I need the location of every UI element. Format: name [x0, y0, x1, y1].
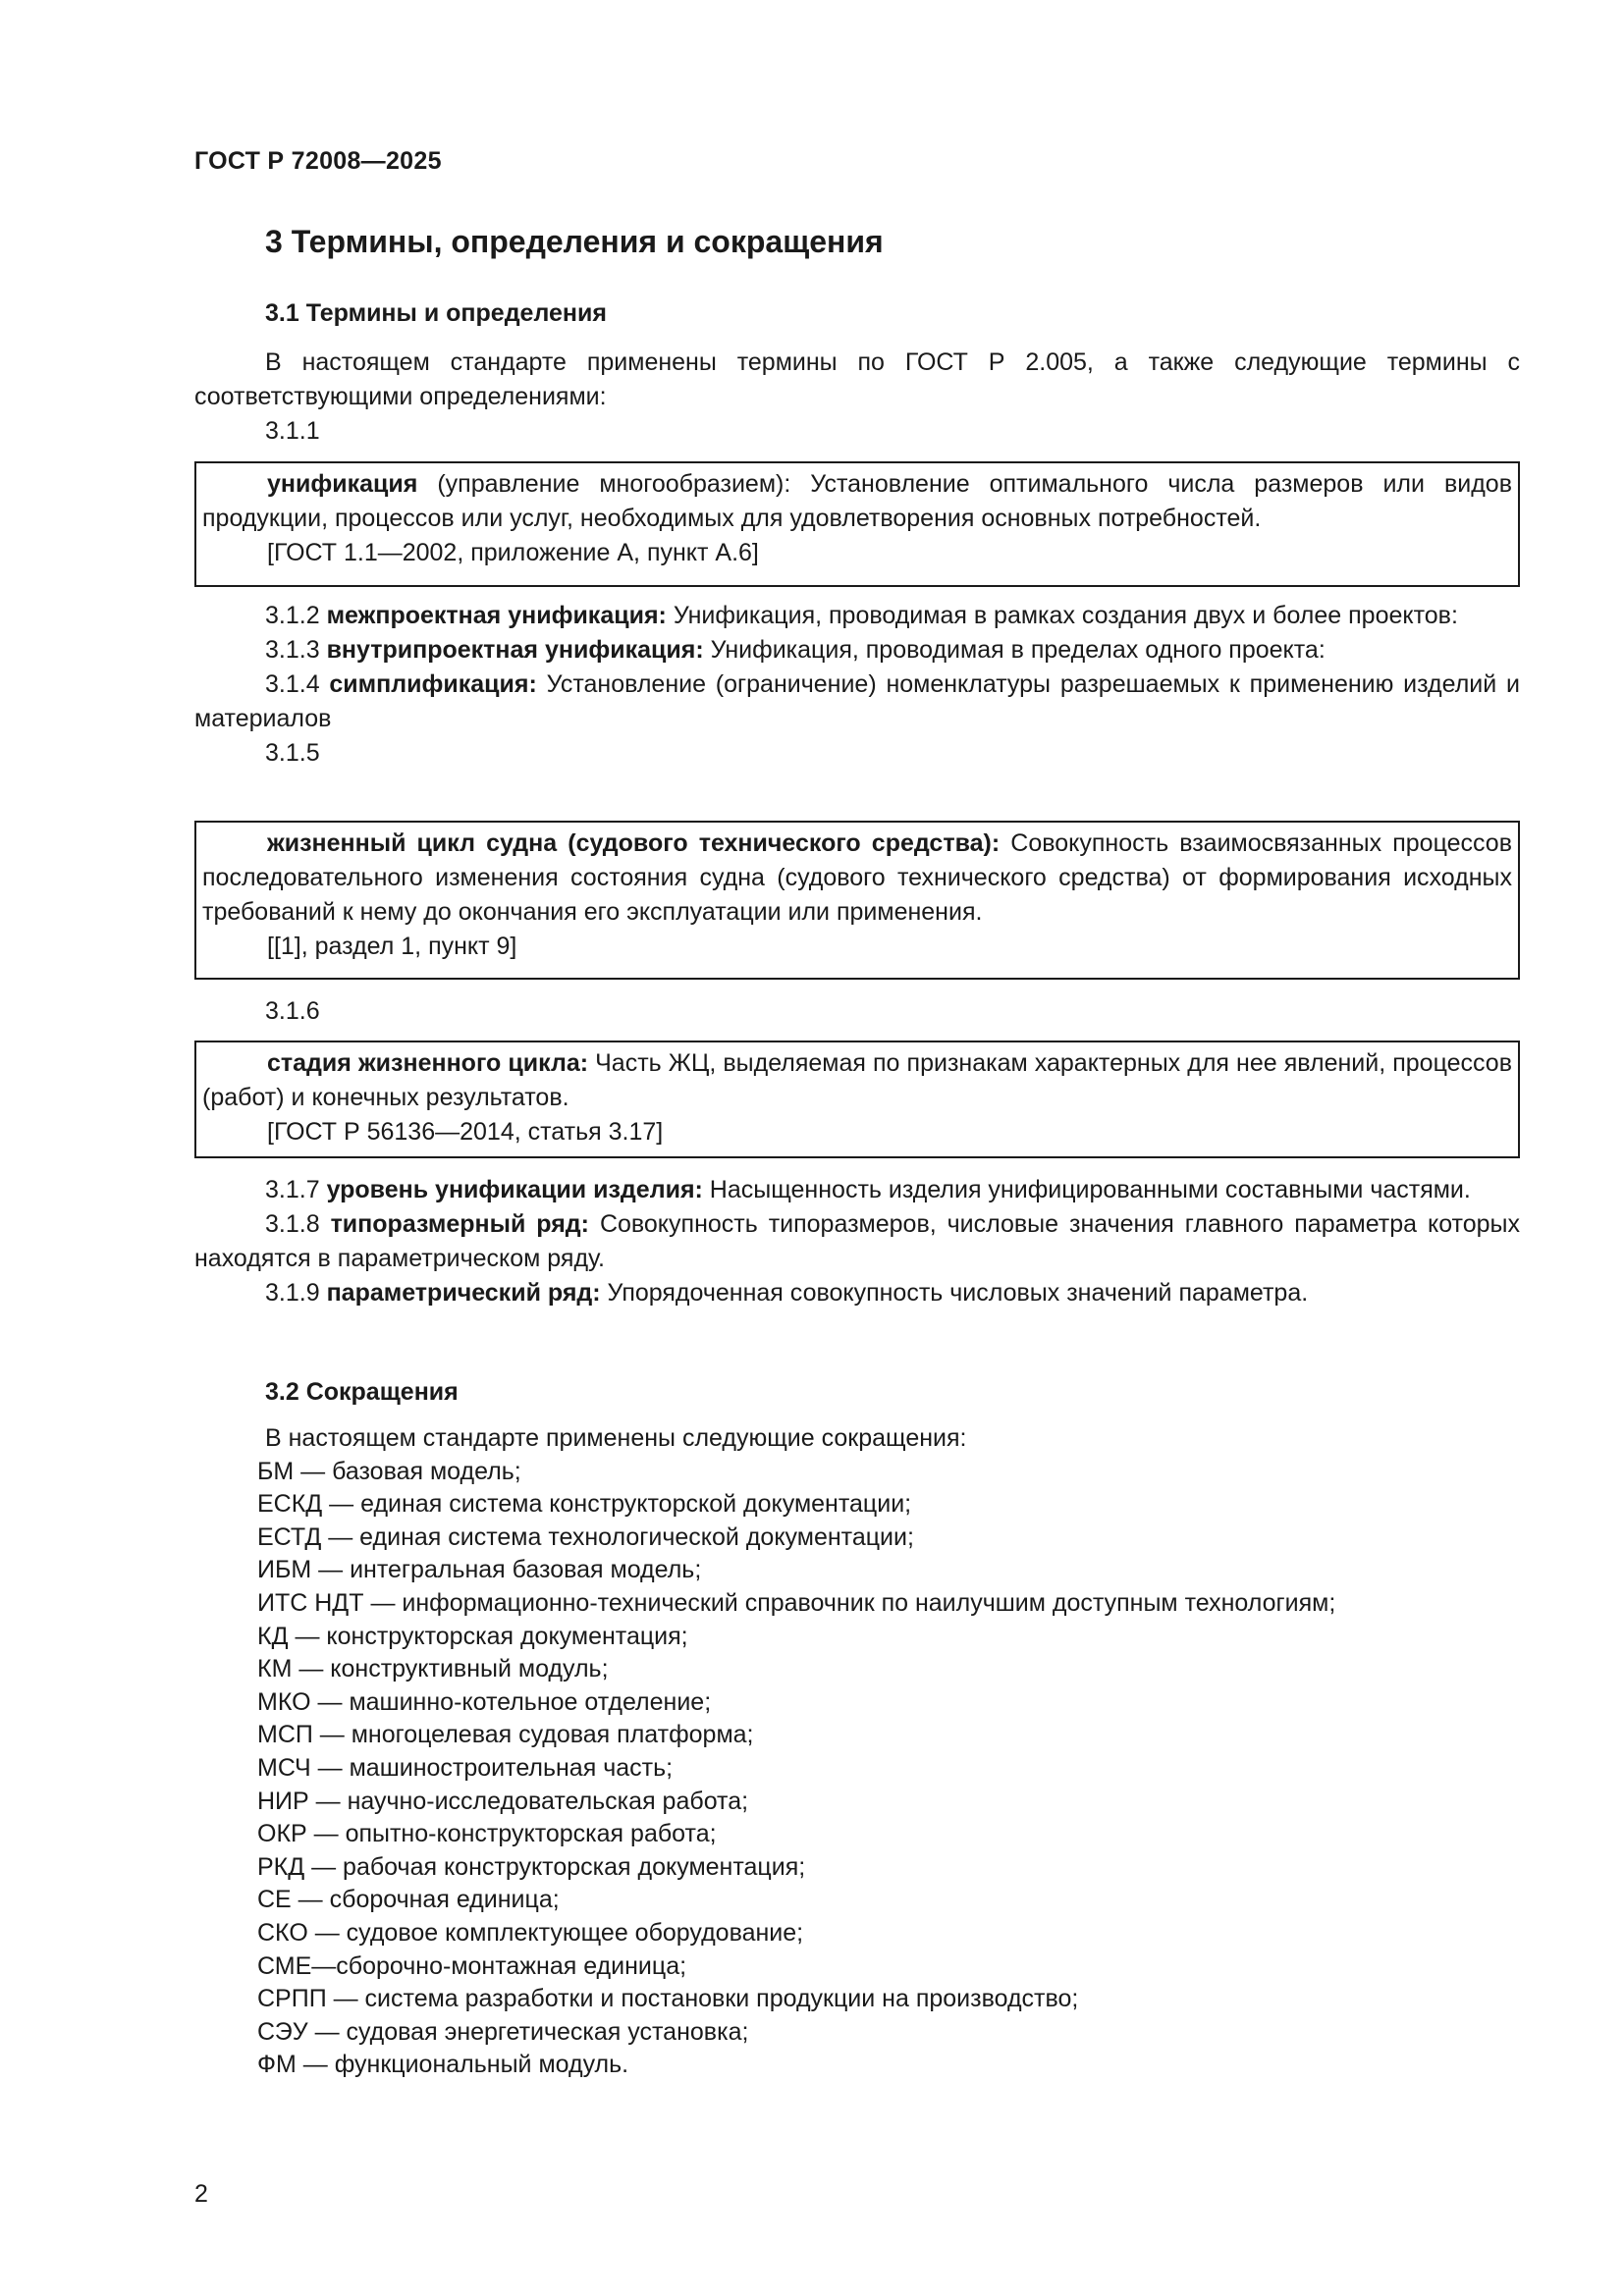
- abbreviations-list: [257, 1422, 1524, 2082]
- term-number-3-1-1: 3.1.1: [265, 417, 320, 445]
- term-text: Часть ЖЦ, выделяемая по признакам характерных для нее явлений, процессов (работ) и конечных результатов.: [202, 1049, 1512, 1111]
- list-item: КД — конструкторская документация;: [257, 1622, 688, 1650]
- term-source: [ГОСТ Р 56136—2014, статья 3.17]: [267, 1118, 664, 1146]
- list-item: ИБМ — интегральная базовая модель;: [257, 1556, 702, 1584]
- term-box-3-1-6: [194, 1041, 1520, 1158]
- list-item: ЕСТД — единая система технологической документации;: [257, 1522, 914, 1551]
- list-item: СМЕ—сборочно-монтажная единица;: [257, 1951, 687, 1980]
- term-text: (управление многообразием): Установление оптимального числа размеров или видов продукции, процессов или услуг, необходимых для удовлетворения основных потребностей.: [202, 470, 1512, 532]
- term-number-3-1-6: 3.1.6: [265, 997, 320, 1025]
- term-box-3-1-1: [194, 461, 1520, 587]
- list-item: ИТС НДТ — информационно-технический справочник по наилучшим доступным технологиям;: [257, 1588, 1336, 1617]
- term-name: типоразмерный ряд:: [330, 1210, 589, 1238]
- term-source: [ГОСТ 1.1—2002, приложение А, пункт А.6]: [267, 539, 759, 566]
- list-item: СРПП — система разработки и постановки продукции на производство;: [257, 1985, 1079, 2013]
- list-item: ФМ — функциональный модуль.: [257, 2051, 629, 2079]
- list-item: МСЧ — машиностроительная часть;: [257, 1753, 674, 1782]
- terms-intro-block: [194, 346, 1520, 449]
- term-name: уровень унификации изделия:: [326, 1176, 703, 1203]
- terms-intro: В настоящем стандарте применены термины по ГОСТ Р 2.005, а также следующие термины с соответствующими определениями:: [194, 348, 1520, 410]
- term-box-3-1-5: [194, 821, 1520, 980]
- list-item: СКО — судовое комплектующее оборудование;: [257, 1918, 804, 1947]
- list-item: КМ — конструктивный модуль;: [257, 1655, 609, 1683]
- term-name: стадия жизненного цикла:: [267, 1049, 589, 1077]
- term-definition-3-1-1: [202, 467, 1512, 536]
- list-item: СЭУ — судовая энергетическая установка;: [257, 2017, 749, 2046]
- term-3-1-3: [194, 633, 1520, 667]
- list-item: МСП — многоцелевая судовая платформа;: [257, 1721, 754, 1749]
- abbreviations-intro: В настоящем стандарте применены следующие сокращения:: [265, 1424, 967, 1452]
- term-text: Совокупность типоразмеров, числовые значения главного параметра которых находятся в параметрическом ряду.: [194, 1210, 1520, 1272]
- term-text: Установление (ограничение) номенклатуры разрешаемых к применению изделий и материалов: [194, 670, 1520, 732]
- list-item: СЕ — сборочная единица;: [257, 1886, 560, 1914]
- term-number: 3.1.3: [265, 636, 327, 664]
- list-item: ОКР — опытно-конструкторская работа;: [257, 1820, 717, 1848]
- term-text: Насыщенность изделия унифицированными составными частями.: [702, 1176, 1471, 1203]
- term-name: параметрический ряд:: [326, 1279, 601, 1307]
- term-number: 3.1.8: [265, 1210, 331, 1238]
- list-item: МКО — машинно-котельное отделение;: [257, 1687, 712, 1716]
- list-item: РКД — рабочая конструкторская документация;: [257, 1852, 806, 1881]
- list-item: ЕСКД — единая система конструкторской документации;: [257, 1490, 912, 1519]
- section-title: 3 Термины, определения и сокращения: [265, 224, 884, 259]
- document-code: ГОСТ Р 72008—2025: [194, 147, 442, 175]
- term-3-1-2: [194, 599, 1520, 633]
- term-3-1-9: [194, 1276, 1520, 1310]
- term-number-3-1-5: 3.1.5: [265, 739, 320, 767]
- term-name: симплификация:: [329, 670, 537, 698]
- list-item: НИР — научно-исследовательская работа;: [257, 1787, 749, 1815]
- term-definition-3-1-5: [202, 827, 1512, 930]
- term-text: Унификация, проводимая в рамках создания двух и более проектов:: [666, 602, 1458, 629]
- term-number: 3.1.2: [265, 602, 327, 629]
- term-name: внутрипроектная унификация:: [326, 636, 704, 664]
- term-3-1-8: [194, 1207, 1520, 1276]
- terms-block-3-1-7-to-3-1-9: [194, 1173, 1520, 1310]
- term-number-block-3-1-6: [194, 994, 1520, 1029]
- term-number: 3.1.9: [265, 1279, 327, 1307]
- page-number: 2: [194, 2180, 208, 2208]
- subsection-title-terms: 3.1 Термины и определения: [265, 299, 607, 327]
- list-item: БМ — базовая модель;: [257, 1457, 521, 1485]
- term-name: унификация: [267, 470, 418, 498]
- term-name: межпроектная унификация:: [326, 602, 667, 629]
- term-name: жизненный цикл судна (судового технического средства):: [267, 829, 1001, 857]
- terms-block-3-1-2-to-3-1-5: [194, 599, 1520, 771]
- term-number: 3.1.7: [265, 1176, 327, 1203]
- term-number: 3.1.4: [265, 670, 330, 698]
- subsection-title-abbreviations: 3.2 Сокращения: [265, 1378, 459, 1406]
- term-text: Совокупность взаимосвязанных процессов последовательного изменения состояния судна (судового технического средства) от формирования исходных требований к нему до окончания его эксплуатации или применения.: [202, 829, 1512, 926]
- term-3-1-4: [194, 667, 1520, 736]
- term-3-1-7: [194, 1173, 1520, 1207]
- term-definition-3-1-6: [202, 1046, 1512, 1115]
- term-text: Унификация, проводимая в пределах одного проекта:: [703, 636, 1326, 664]
- term-source: [[1], раздел 1, пункт 9]: [267, 933, 517, 960]
- term-text: Упорядоченная совокупность числовых значений параметра.: [600, 1279, 1309, 1307]
